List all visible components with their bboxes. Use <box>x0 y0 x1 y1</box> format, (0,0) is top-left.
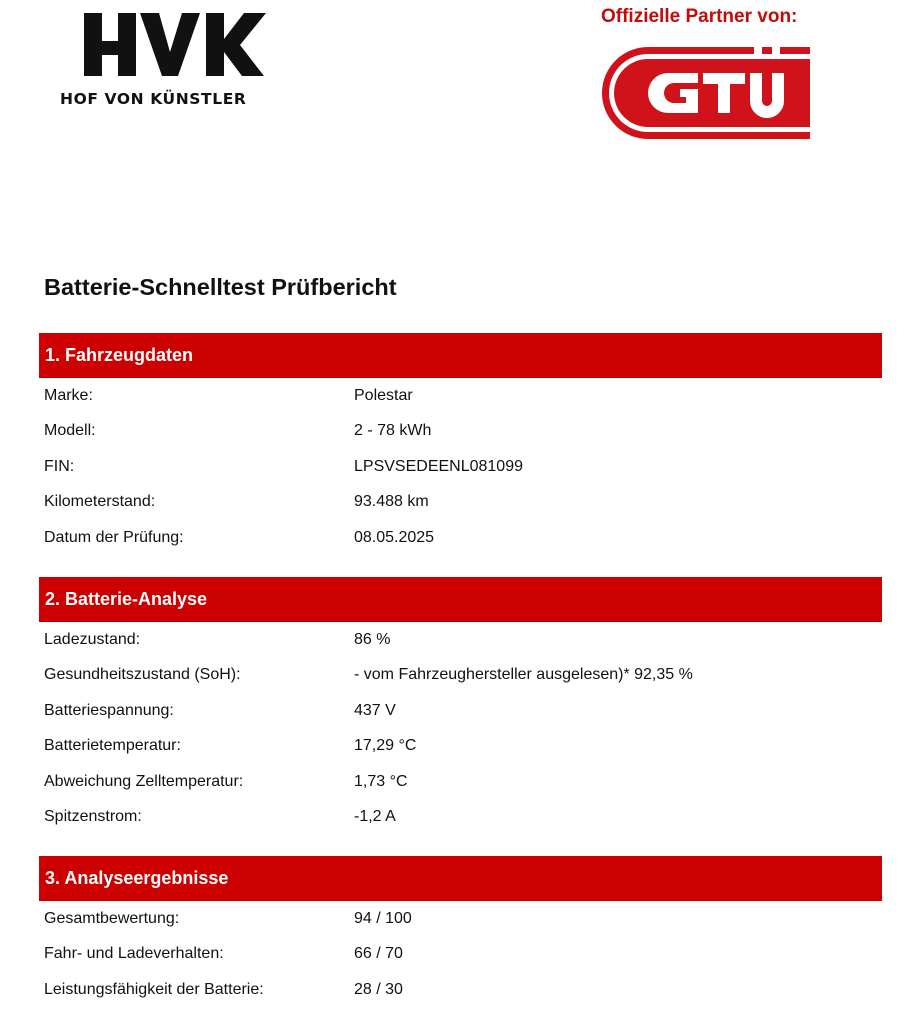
section-header: 1. Fahrzeugdaten <box>39 333 882 378</box>
row-value: 94 / 100 <box>354 910 412 927</box>
section-analysis-results <box>39 856 882 1007</box>
row-label: Gesamtbewertung: <box>44 910 180 927</box>
partner-logo <box>600 45 810 141</box>
table-row <box>39 936 882 971</box>
table-row <box>39 484 882 519</box>
row-label: Kilometerstand: <box>44 493 156 511</box>
table-row <box>39 972 882 1007</box>
table-row <box>39 449 882 484</box>
table-row <box>39 413 882 448</box>
row-label: Fahr- und Ladeverhalten: <box>44 945 224 963</box>
row-label: Batterietemperatur: <box>44 737 181 755</box>
table-row <box>39 622 882 657</box>
row-value: -1,2 A <box>354 807 396 825</box>
partner-label: Offizielle Partner von: <box>601 6 798 27</box>
table-row <box>39 799 882 834</box>
company-name: HOF VON KÜNSTLER <box>60 90 247 108</box>
row-value: 28 / 30 <box>354 980 403 998</box>
section-vehicle-data <box>39 333 882 555</box>
row-value: 1,73 °C <box>354 772 408 790</box>
company-logo <box>58 10 290 112</box>
row-label: Batteriespannung: <box>44 701 174 719</box>
row-label: Leistungsfähigkeit der Batterie: <box>44 980 264 998</box>
row-label: Gesundheitszustand (SoH): <box>44 666 241 684</box>
row-value: 86 % <box>354 631 391 648</box>
table-row <box>39 520 882 555</box>
row-value: 08.05.2025 <box>354 528 435 546</box>
table-row <box>39 378 882 413</box>
report-title: Batterie-Schnelltest Prüfbericht <box>44 274 397 300</box>
section-battery-analysis <box>39 577 882 834</box>
section-header: 2. Batterie-Analyse <box>39 577 882 622</box>
row-value: 17,29 °C <box>354 737 417 755</box>
table-row <box>39 901 882 936</box>
row-value: 93.488 km <box>354 493 429 511</box>
row-value: - vom Fahrzeughersteller ausgelesen)* 92,35 % <box>354 666 693 684</box>
section-header: 3. Analyseergebnisse <box>39 856 882 901</box>
row-label: FIN: <box>44 457 75 475</box>
table-row <box>39 764 882 799</box>
row-label: Datum der Prüfung: <box>44 528 184 546</box>
row-label: Ladezustand: <box>44 631 141 648</box>
table-row <box>39 693 882 728</box>
row-label: Modell: <box>44 422 96 440</box>
row-value: Polestar <box>354 387 413 404</box>
row-value: 437 V <box>354 701 396 719</box>
row-value: 2 - 78 kWh <box>354 422 432 440</box>
gtu-logo-icon <box>600 45 810 141</box>
table-row <box>39 728 882 763</box>
row-label: Spitzenstrom: <box>44 807 142 825</box>
table-row <box>39 657 882 692</box>
row-value: 66 / 70 <box>354 945 403 963</box>
row-label: Marke: <box>44 387 93 404</box>
company-monogram-icon <box>58 10 290 82</box>
row-value: LPSVSEDEENL081099 <box>354 457 523 475</box>
row-label: Abweichung Zelltemperatur: <box>44 772 244 790</box>
